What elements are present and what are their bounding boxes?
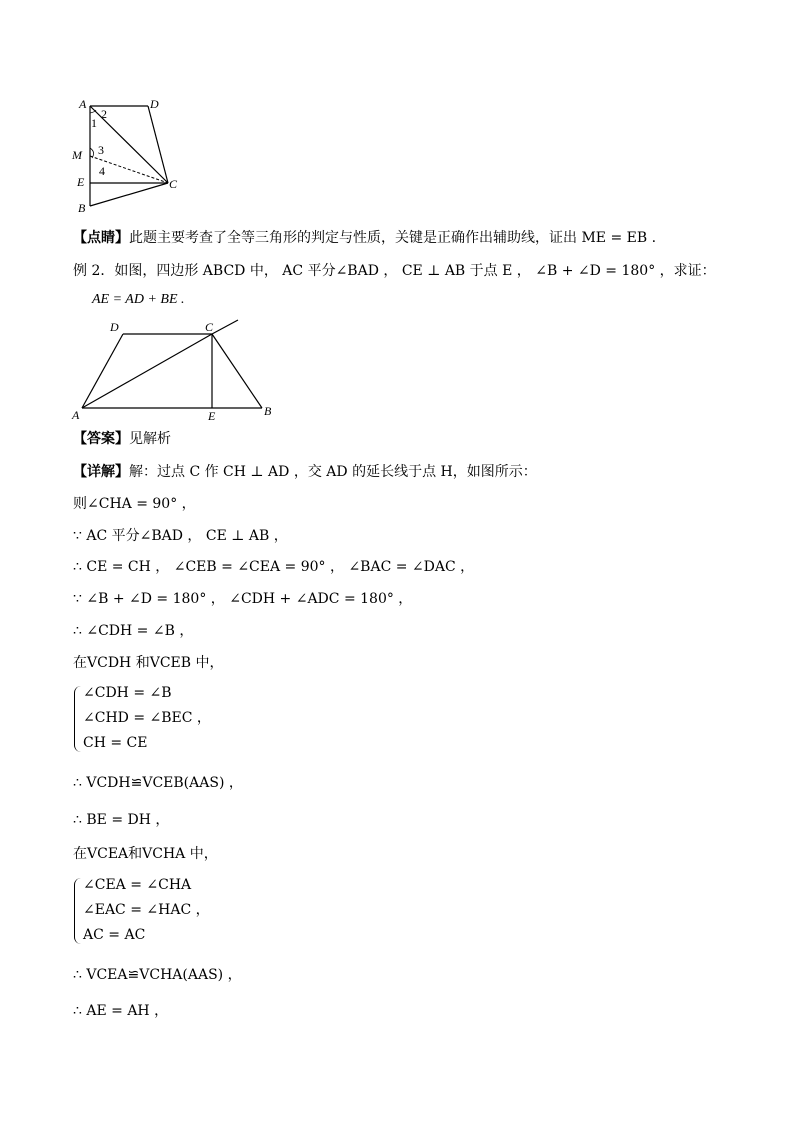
detail-intro — [73, 463, 537, 481]
fig2-label-B: B — [264, 404, 272, 418]
geometry-figure-2 — [70, 315, 290, 425]
answer-text: 见解析 — [129, 431, 171, 447]
note-text: 此题主要考查了全等三角形的判定与性质，关键是正确作出辅助线，证出 ME = EB . — [129, 230, 657, 246]
fig1-label-M: M — [72, 148, 82, 162]
proof-step-3: ∴ CE = CH ， ∠CEB = ∠CEA = 90° ， ∠BAC = ∠DAC ， — [73, 559, 475, 575]
fig1-label-D: D — [150, 97, 159, 111]
fig2-label-D: D — [110, 320, 119, 334]
fig1-label-C: C — [169, 177, 178, 191]
proof-step-5: ∴ ∠CDH = ∠B ， — [73, 623, 194, 639]
example-line-2: AE = AD + BE . — [92, 292, 185, 307]
answer-tag: 【答案】 — [73, 431, 129, 447]
system-1-eq-3: CH = CE — [83, 735, 148, 751]
proof-step-9: 在VCEA和VCHA 中， — [73, 846, 218, 862]
fig1-angle-4: 4 — [99, 164, 105, 178]
proof-step-11: ∴ AE = AH ， — [73, 1003, 169, 1019]
system-2-eq-2: ∠EAC = ∠HAC ， — [83, 902, 210, 918]
fig2-label-E: E — [208, 409, 216, 423]
note-tag: 【点睛】 — [73, 230, 129, 246]
geometry-figure-1 — [70, 96, 190, 216]
system-2 — [83, 873, 210, 948]
system-1 — [83, 681, 211, 756]
fig1-angle-1: 1 — [91, 116, 97, 130]
fig1-angle-3: 3 — [98, 143, 104, 157]
proof-step-4: ∵ ∠B + ∠D = 180° ， ∠CDH + ∠ADC = 180° ， — [73, 591, 413, 607]
example-line-1: 例 2．如图，四边形 ABCD 中， AC 平分∠BAD ， CE ⊥ AB 于点 E ， ∠B + ∠D = 180° ，求证： — [73, 263, 716, 279]
proof-step-6: 在VCDH 和VCEB 中， — [73, 655, 224, 671]
proof-step-7: ∴ VCDH≌VCEB(AAS) ， — [73, 775, 243, 791]
note-paragraph — [73, 229, 656, 247]
detail-tag: 【详解】 — [73, 464, 129, 480]
answer-paragraph — [73, 430, 171, 448]
system-2-eq-1: ∠CEA = ∠CHA — [83, 877, 192, 893]
system-1-eq-2: ∠CHD = ∠BEC ， — [83, 710, 211, 726]
detail-intro-text: 解：过点 C 作 CH ⊥ AD ，交 AD 的延长线于点 H，如图所示： — [129, 464, 537, 480]
system-2-brace — [74, 878, 81, 944]
fig2-label-A: A — [72, 408, 80, 422]
proof-step-10: ∴ VCEA≌VCHA(AAS) ， — [73, 967, 242, 983]
proof-step-2: ∵ AC 平分∠BAD ， CE ⊥ AB ， — [73, 528, 288, 544]
proof-step-8: ∴ BE = DH ， — [73, 812, 170, 828]
fig1-label-E: E — [77, 175, 85, 189]
fig1-label-B: B — [78, 201, 86, 215]
system-2-eq-3: AC = AC — [83, 927, 146, 943]
fig2-label-C: C — [205, 320, 214, 334]
system-1-brace — [74, 686, 81, 752]
proof-step-1: 则∠CHA = 90° ， — [73, 496, 196, 512]
system-1-eq-1: ∠CDH = ∠B — [83, 685, 172, 701]
fig1-label-A: A — [79, 97, 87, 111]
fig1-angle-2: 2 — [101, 107, 107, 121]
